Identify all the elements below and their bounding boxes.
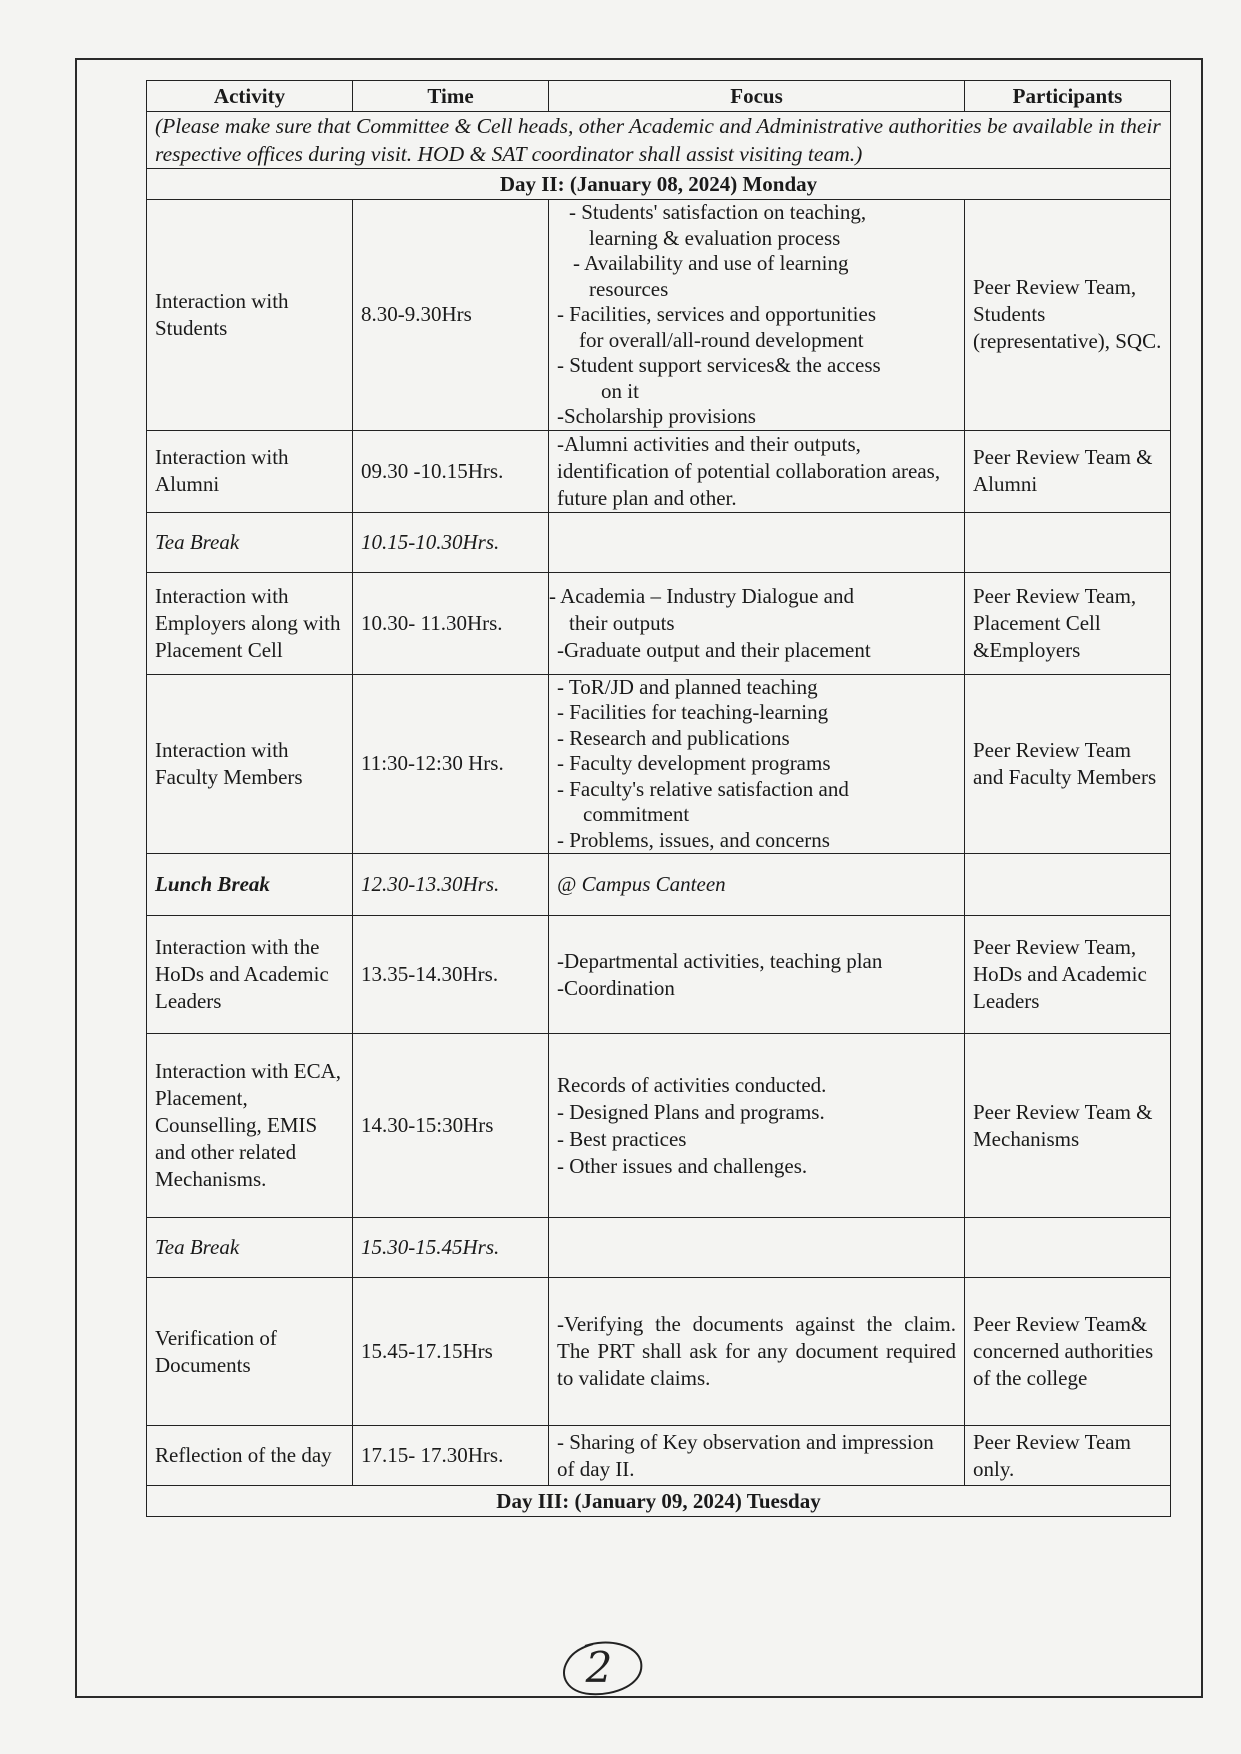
header-time: Time bbox=[353, 81, 549, 112]
focus-line: commitment bbox=[583, 802, 690, 826]
time-cell: 15.30-15.45Hrs. bbox=[353, 1218, 549, 1278]
table-row bbox=[147, 512, 1171, 572]
activity-cell: Tea Break bbox=[147, 1218, 353, 1278]
time-cell: 17.15- 17.30Hrs. bbox=[353, 1426, 549, 1486]
focus-line: - Research and publications bbox=[557, 725, 790, 750]
focus-line: - Availability and use of learning bbox=[573, 251, 849, 275]
table-row bbox=[147, 916, 1171, 1034]
day-row bbox=[147, 169, 1171, 200]
focus-line: -Graduate output and their placement bbox=[557, 637, 871, 662]
focus-line: - Problems, issues, and concerns bbox=[557, 827, 830, 852]
focus-cell: @ Campus Canteen bbox=[549, 854, 965, 916]
activity-cell: Lunch Break bbox=[147, 854, 353, 916]
page-number-text: 2 bbox=[585, 1643, 613, 1692]
focus-line: - Facilities for teaching-learning bbox=[557, 700, 829, 724]
focus-line: - Facilities, services and opportunities bbox=[557, 302, 877, 326]
time-cell: 13.35-14.30Hrs. bbox=[353, 916, 549, 1034]
focus-cell bbox=[549, 200, 965, 431]
table-row bbox=[147, 430, 1171, 512]
participants-cell bbox=[965, 854, 1171, 916]
header-focus: Focus bbox=[549, 81, 965, 112]
focus-cell: -Verifying the documents against the claim. The PRT shall ask for any document required to validate claims. bbox=[549, 1278, 965, 1426]
focus-line: on it bbox=[601, 378, 639, 403]
focus-line: - ToR/JD and planned teaching bbox=[557, 674, 818, 699]
participants-cell bbox=[965, 1218, 1171, 1278]
focus-line: -Coordination bbox=[557, 975, 675, 1000]
time-cell: 15.45-17.15Hrs bbox=[353, 1278, 549, 1426]
focus-cell bbox=[549, 1034, 965, 1218]
header-participants: Participants bbox=[965, 81, 1171, 112]
activity-cell: Reflection of the day bbox=[147, 1426, 353, 1486]
focus-line: resources bbox=[589, 276, 669, 301]
instruction-note: (Please make sure that Committee & Cell heads, other Academic and Administrative authorities be available in their respective offices during visit. HOD & SAT coordinator shall assist visiting team.) bbox=[147, 112, 1171, 169]
table-row bbox=[147, 1034, 1171, 1218]
focus-line: - Academia – Industry Dialogue and bbox=[549, 583, 854, 608]
table-row bbox=[147, 1278, 1171, 1426]
focus-line: -Departmental activities, teaching plan bbox=[557, 948, 883, 973]
focus-line: - Student support services& the access bbox=[557, 353, 881, 377]
participants-cell: Peer Review Team, Placement Cell &Employers bbox=[965, 572, 1171, 674]
participants-cell bbox=[965, 512, 1171, 572]
table-row bbox=[147, 200, 1171, 431]
handwritten-page-number bbox=[545, 1632, 655, 1702]
header-row bbox=[147, 81, 1171, 112]
focus-line: for overall/all-round development bbox=[579, 327, 864, 352]
focus-cell bbox=[549, 572, 965, 674]
participants-cell: Peer Review Team & Mechanisms bbox=[965, 1034, 1171, 1218]
participants-cell: Peer Review Team and Faculty Members bbox=[965, 674, 1171, 854]
table-row bbox=[147, 572, 1171, 674]
table-row bbox=[147, 1426, 1171, 1486]
participants-cell: Peer Review Team, HoDs and Academic Leaders bbox=[965, 916, 1171, 1034]
day-row bbox=[147, 1486, 1171, 1517]
focus-cell bbox=[549, 512, 965, 572]
focus-line: their outputs bbox=[569, 610, 675, 635]
table-row bbox=[147, 1218, 1171, 1278]
focus-line: - Other issues and challenges. bbox=[557, 1153, 808, 1178]
time-cell: 09.30 -10.15Hrs. bbox=[353, 430, 549, 512]
focus-line: - Designed Plans and programs. bbox=[557, 1099, 825, 1124]
activity-cell: Interaction with Faculty Members bbox=[147, 674, 353, 854]
time-cell: 14.30-15:30Hrs bbox=[353, 1034, 549, 1218]
time-cell: 8.30-9.30Hrs bbox=[353, 200, 549, 431]
focus-line: - Faculty development programs bbox=[557, 751, 831, 775]
day-two-heading: Day II: (January 08, 2024) Monday bbox=[147, 169, 1171, 200]
focus-line: - Best practices bbox=[557, 1126, 687, 1151]
activity-cell: Interaction with Students bbox=[147, 200, 353, 431]
time-cell: 10.15-10.30Hrs. bbox=[353, 512, 549, 572]
participants-cell: Peer Review Team only. bbox=[965, 1426, 1171, 1486]
focus-line: learning & evaluation process bbox=[589, 225, 841, 250]
participants-cell: Peer Review Team& concerned authorities of the college bbox=[965, 1278, 1171, 1426]
note-row bbox=[147, 112, 1171, 169]
focus-line: - Faculty's relative satisfaction and bbox=[557, 776, 849, 801]
activity-cell: Verification of Documents bbox=[147, 1278, 353, 1426]
focus-line: -Scholarship provisions bbox=[557, 404, 756, 428]
schedule-table bbox=[146, 80, 1171, 1517]
activity-cell: Interaction with Employers along with Placement Cell bbox=[147, 572, 353, 674]
day-three-heading: Day III: (January 09, 2024) Tuesday bbox=[147, 1486, 1171, 1517]
participants-cell: Peer Review Team & Alumni bbox=[965, 430, 1171, 512]
activity-cell: Interaction with ECA, Placement, Counselling, EMIS and other related Mechanisms. bbox=[147, 1034, 353, 1218]
focus-line: - Students' satisfaction on teaching, bbox=[569, 200, 867, 224]
activity-cell: Interaction with the HoDs and Academic Leaders bbox=[147, 916, 353, 1034]
header-activity: Activity bbox=[147, 81, 353, 112]
focus-cell bbox=[549, 674, 965, 854]
time-cell: 10.30- 11.30Hrs. bbox=[353, 572, 549, 674]
focus-cell: - Sharing of Key observation and impression of day II. bbox=[549, 1426, 965, 1486]
time-cell: 11:30-12:30 Hrs. bbox=[353, 674, 549, 854]
participants-cell: Peer Review Team, Students (representative), SQC. bbox=[965, 200, 1171, 431]
table-row bbox=[147, 854, 1171, 916]
focus-cell bbox=[549, 916, 965, 1034]
focus-cell: -Alumni activities and their outputs, identification of potential collaboration areas, future plan and other. bbox=[549, 430, 965, 512]
focus-line: Records of activities conducted. bbox=[557, 1072, 827, 1097]
activity-cell: Tea Break bbox=[147, 512, 353, 572]
focus-cell bbox=[549, 1218, 965, 1278]
table-row bbox=[147, 674, 1171, 854]
activity-cell: Interaction with Alumni bbox=[147, 430, 353, 512]
time-cell: 12.30-13.30Hrs. bbox=[353, 854, 549, 916]
